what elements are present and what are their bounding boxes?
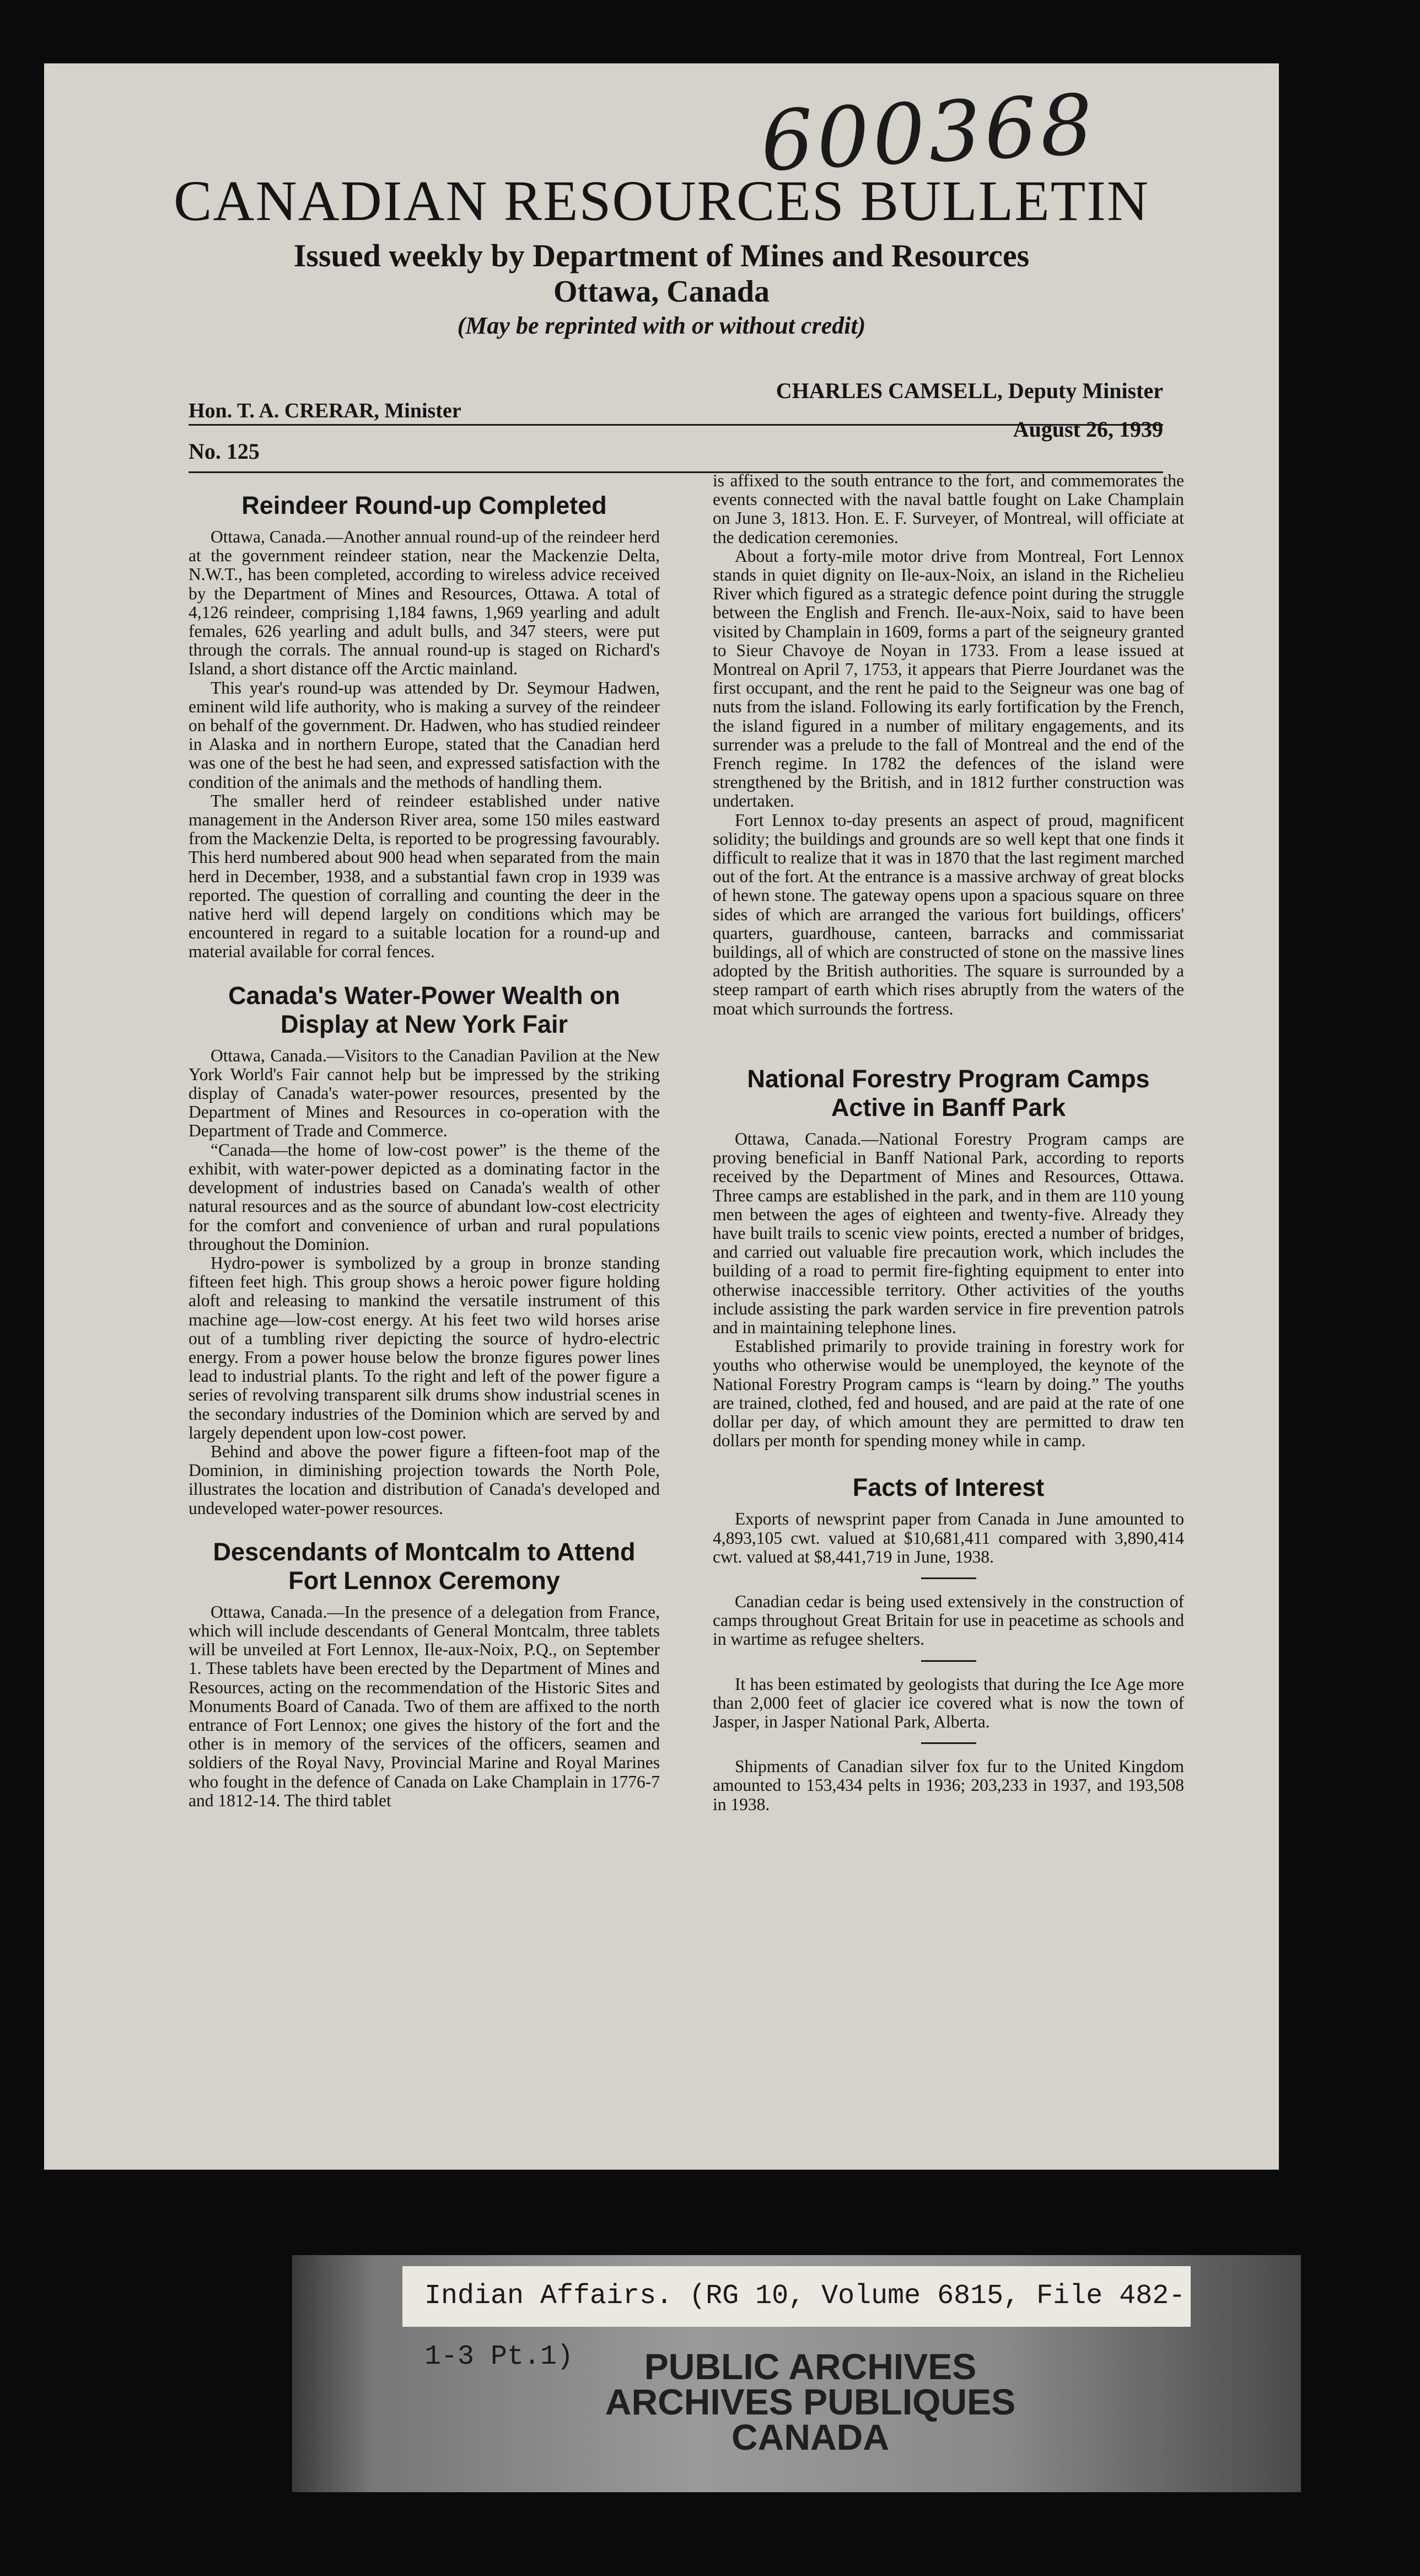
bulletin-page: [44, 63, 1279, 2170]
fact-item: Exports of newsprint paper from Canada in June amounted to 4,893,105 cwt. valued at $10,681,411 compared with 3,890,414 cwt. valued at $8,441,719 in June, 1938.: [713, 1509, 1184, 1566]
right-column: [713, 471, 1184, 1814]
issue-number: No. 125: [189, 439, 260, 464]
article-paragraph: Ottawa, Canada.—In the presence of a delegation from France, which will include descendants of General Montcalm, three tablets will be unveiled at Fort Lennox, Ile-aux-Noix, P.Q., on September 1. These tablets have been erected by the Department of Mines and Resources, acting on the recommendation of the Historic Sites and Monuments Board of Canada. Two of them are affixed to the north entrance of Fort Lennox; one gives the history of the fort and the other is in memory of the services of the officers, seamen and soldiers of the Royal Navy, Provincial Marine and Royal Marines who fought in the defence of Canada on Lake Champlain in 1776-7 and 1812-14. The third tablet: [189, 1602, 660, 1810]
article-paragraph: About a forty-mile motor drive from Montreal, Fort Lennox stands in quiet dignity on Ile-aux-Noix, an island in the Richelieu River which figured as a strategic defence point during the struggle between the English and French. Ile-aux-Noix, said to have been visited by Champlain in 1609, forms a part of the seigneury granted to Sieur Chavoye de Noyan in 1733. From a lease issued at Montreal on April 7, 1753, it appears that Pierre Jourdanet was the first occupant, and the rent he paid to the Seigneur was one bag of nuts from the island. Following its early fortification by the French, the island figured in a number of military engagements, and its surrender was a prelude to the fall of Montreal and the end of the French regime. In 1782 the defences of the island were strengthened by the British, and in 1812 further construction was undertaken.: [713, 546, 1184, 811]
fact-item: It has been estimated by geologists that during the Ice Age more than 2,000 feet of glacier ice covered what is now the town of Jasper, in Jasper National Park, Alberta.: [713, 1674, 1184, 1731]
masthead-reprint-note: (May be reprinted with or without credit): [457, 312, 866, 339]
deputy-minister-name: CHARLES CAMSELL, Deputy Minister: [776, 378, 1163, 403]
archive-file-label: Indian Affairs. (RG 10, Volume 6815, File 482-1-3 Pt.1): [402, 2266, 1191, 2327]
article-paragraph: Hydro-power is symbolized by a group in bronze standing fifteen feet high. This group shows a heroic power figure holding aloft and releasing to mankind the versatile instrument of this machine age—low-cost energy. At his feet two wild horses arise out of a tumbling river depicting the source of hydro-electric energy. From a power house below the bronze figures power lines lead to industrial plants. To the right and left of the power figure a series of revolving transparent silk drums show industrial scenes in the secondary industries of the Dominion which are served by and largely dependent upon low-cost power.: [189, 1253, 660, 1442]
stamp-line: ARCHIVES PUBLIQUES: [605, 2381, 1016, 2422]
article-paragraph: Fort Lennox to-day presents an aspect of proud, magnificent solidity; the buildings and grounds are so well kept that one finds it difficult to realize that it was in 1870 that the last regiment marched out of the fort. At the entrance is a massive archway of great blocks of hewn stone. The gateway opens upon a spacious square on three sides of which are arranged the various fort buildings, officers' quarters, guardhouse, canteen, barracks and commissariat buildings, all of which are constructed of stone on the massive lines adopted by the British authorities. The square is surrounded by a steep rampart of earth which rises abruptly from the waters of the moat which surrounds the fortress.: [713, 810, 1184, 1018]
fact-item: Canadian cedar is being used extensively in the construction of camps throughout Great Britain for use in peacetime as schools and in wartime as refugee shelters.: [713, 1591, 1184, 1649]
article-paragraph: Behind and above the power figure a fifteen-foot map of the Dominion, in diminishing projection towards the North Pole, illustrates the location and distribution of Canada's developed and undeveloped water-power resources.: [189, 1441, 660, 1518]
fact-item: Shipments of Canadian silver fox fur to the United Kingdom amounted to 153,434 pelts in 1936; 203,233 in 1937, and 193,508 in 1938.: [713, 1757, 1184, 1814]
article-paragraph: Ottawa, Canada.—National Forestry Program camps are proving beneficial in Banff National Park, according to reports received by the Department of Mines and Resources, Ottawa. Three camps are established in the park, and in them are 110 young men between the ages of eighteen and twenty-five. Already they have built trails to scenic view points, erected a number of bridges, and carried out valuable fire precaution work, which includes the building of a road to permit fire-fighting equipment to enter into otherwise inaccessible territory. Other activities of the youths include assisting the park warden service in fire prevention patrols and in maintaining telephone lines.: [713, 1129, 1184, 1337]
handwritten-number: 600368: [758, 77, 1099, 190]
fact-divider: [921, 1742, 976, 1744]
masthead-issuer: Issued weekly by Department of Mines and Resources: [293, 238, 1030, 273]
article-heading: National Forestry Program Camps Active in Banff Park: [747, 1064, 1150, 1121]
article-paragraph: This year's round-up was attended by Dr. Seymour Hadwen, eminent wild life authority, who is making a survey of the reindeer on behalf of the government. Dr. Hadwen, who has studied reindeer in Alaska and in northern Europe, stated that the Canadian herd was one of the best he had seen, and expressed satisfaction with the condition of the animals and the methods of handling them.: [189, 678, 660, 792]
article-paragraph: Ottawa, Canada.—Visitors to the Canadian Pavilion at the New York World's Fair cannot help but be impressed by the striking display of Canada's water-power resources, presented by the Department of Mines and Resources in co-operation with the Department of Trade and Commerce.: [189, 1045, 660, 1141]
archives-stamp: [540, 2346, 1080, 2457]
article-paragraph: is affixed to the south entrance to the fort, and commemorates the events connected with the naval battle fought on Lake Champlain on June 3, 1813. Hon. E. F. Surveyer, of Montreal, will officiate at the dedication ceremonies.: [713, 471, 1184, 547]
stamp-line: PUBLIC ARCHIVES: [644, 2346, 977, 2387]
article-heading: Descendants of Montcalm to Attend Fort Lennox Ceremony: [213, 1537, 636, 1595]
stamp-line: CANADA: [731, 2417, 889, 2457]
article-paragraph: “Canada—the home of low-cost power” is the theme of the exhibit, with water-power depicted as a dominating factor in the development of industries based on Canada's wealth of other natural resources and as the source of abundant low-cost electricity for the comfort and convenience of urban and rural populations throughout the Dominion.: [189, 1140, 660, 1254]
fact-divider: [921, 1660, 976, 1662]
masthead: [44, 168, 1279, 340]
article-heading: Reindeer Round-up Completed: [241, 491, 607, 519]
article-heading: Canada's Water-Power Wealth on Display at New York Fair: [228, 981, 620, 1038]
issue-date: August 26, 1939: [1013, 417, 1163, 442]
bulletin-title: CANADIAN RESOURCES BULLETIN: [174, 169, 1149, 233]
masthead-location: Ottawa, Canada: [553, 275, 770, 309]
minister-name: Hon. T. A. CRERAR, Minister: [189, 399, 461, 422]
left-column: [189, 471, 660, 1810]
facts-heading: Facts of Interest: [852, 1473, 1045, 1502]
article-paragraph: The smaller herd of reindeer established under native management in the Anderson River area, some 150 miles eastward from the Mackenzie Delta, is reported to be progressing favourably. This herd numbered about 900 head when separated from the main herd in December, 1938, and a substantial fawn crop in 1939 was reported. The question of corralling and counting the deer in the native herd will depend largely on conditions which may be encountered in regard to a suitable location for a round-up and material available for corral fences.: [189, 791, 660, 962]
article-paragraph: Ottawa, Canada.—Another annual round-up of the reindeer herd at the government reindeer station, near the Mackenzie Delta, N.W.T., has been completed, according to wireless advice received by the Department of Mines and Resources, Ottawa. A total of 4,126 reindeer, comprising 1,184 fawns, 1,969 yearling and adult females, 626 yearling and adult bulls, and 347 steers, were put through the corrals. The annual round-up is staged on Richard's Island, a short distance off the Arctic mainland.: [189, 527, 660, 679]
article-paragraph: Established primarily to provide training in forestry work for youths who otherwise would be unemployed, the keynote of the National Forestry Program camps is “learn by doing.” The youths are trained, clothed, fed and housed, and are paid at the rate of one dollar per day, of which amount they are permitted to draw ten dollars per month for spending money while in camp.: [713, 1337, 1184, 1451]
archive-label-strip: [292, 2255, 1301, 2492]
fact-divider: [921, 1577, 976, 1579]
